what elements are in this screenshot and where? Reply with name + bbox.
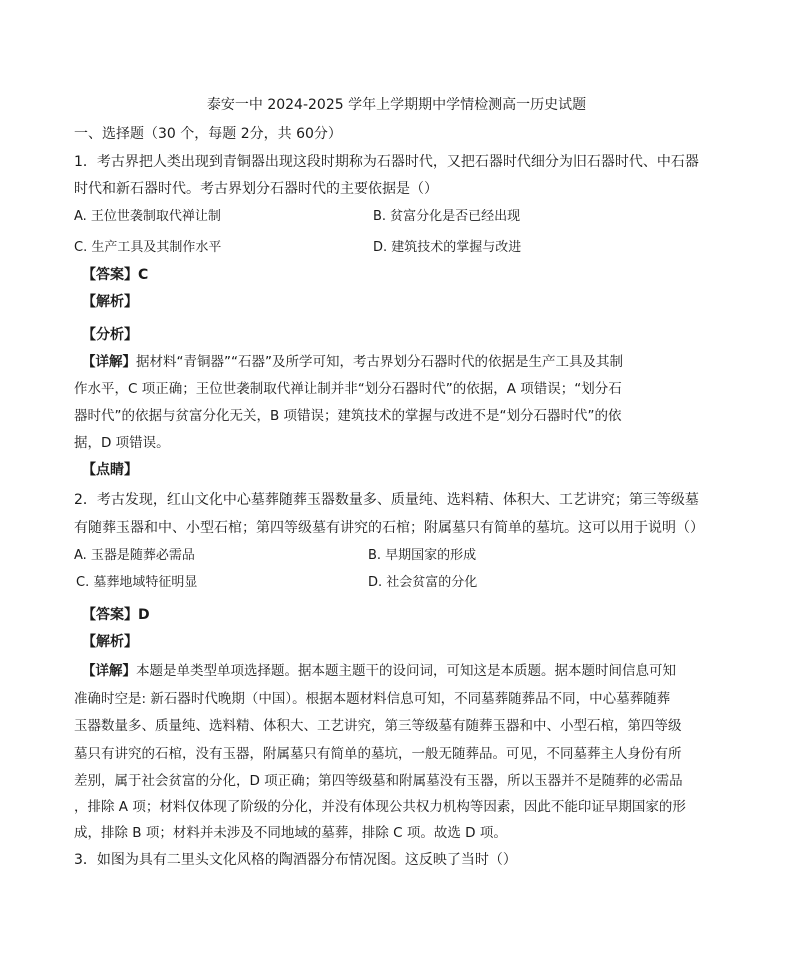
answer-tag: 【答案】 xyxy=(82,607,138,623)
q2-detail-line-5: 差别，属于社会贫富的分化，D 项正确；第四等级墓和附属墓没有玉器，所以玉器并不是随葬的必需品 xyxy=(74,773,683,789)
q1-stem-line-2: 时代和新石器时代。考古界划分石器时代的主要依据是（） xyxy=(74,181,438,197)
q2-jiexi-tag: 【解析】 xyxy=(82,634,138,650)
q3-stem: 3．如图为具有二里头文化风格的陶酒器分布情况图。这反映了当时（） xyxy=(74,852,517,868)
q1-answer-line xyxy=(82,265,148,285)
q1-detail-line-1 xyxy=(82,352,623,372)
xiangjie-tag: 【详解】 xyxy=(82,354,136,370)
q2-detail-line-3: 玉器数量多、质量纯、选料精、体积大、工艺讲究，第三等级墓有随葬玉器和中、小型石棺，第四等级 xyxy=(74,718,682,734)
q1-option-b: B. 贫富分化是否已经出现 xyxy=(373,209,521,224)
q1-option-a: A. 王位世袭制取代禅让制 xyxy=(74,209,221,224)
answer-value: C xyxy=(138,267,149,283)
q2-stem-line-1: 2．考古发现，红山文化中心墓葬随葬玉器数量多、质量纯、选料精、体积大、工艺讲究；第三等级墓 xyxy=(74,492,699,508)
q1-jiexi-tag: 【解析】 xyxy=(82,294,138,310)
q1-option-c: C. 生产工具及其制作水平 xyxy=(74,240,222,255)
q2-option-b: B. 早期国家的形成 xyxy=(368,548,477,563)
q2-detail-line-7: 成，排除 B 项；材料并未涉及不同地域的墓葬，排除 C 项。故选 D 项。 xyxy=(74,825,507,841)
q1-fenxi-tag: 【分析】 xyxy=(82,327,138,343)
answer-value: D xyxy=(138,607,150,623)
xiangjie-tag: 【详解】 xyxy=(82,663,136,679)
q2-detail-line-4: 墓只有讲究的石棺，没有玉器，附属墓只有简单的墓坑，一般无随葬品。可见，不同墓葬主人身份有所 xyxy=(74,746,682,762)
q2-option-a: A. 玉器是随葬必需品 xyxy=(74,548,195,563)
q2-stem-line-2: 有随葬玉器和中、小型石棺；第四等级墓有讲究的石棺；附属墓只有简单的墓坑。这可以用于说明（） xyxy=(74,520,704,536)
q2-detail-line-6: ，排除 A 项；材料仅体现了阶级的分化，并没有体现公共权力机构等因素，因此不能印证早期国家的形 xyxy=(74,799,686,815)
answer-tag: 【答案】 xyxy=(82,267,138,283)
q2-answer-line xyxy=(82,605,150,625)
detail-text: 本题是单类型单项选择题。据本题主题干的设问词，可知这是本质题。据本题时间信息可知 xyxy=(136,663,676,679)
q2-detail-line-1 xyxy=(82,661,676,681)
section-heading: 一、选择题（30 个，每题 2分，共 60分） xyxy=(74,126,342,142)
q1-detail-line-2: 作水平，C 项正确；王位世袭制取代禅让制并非“划分石器时代”的依据，A 项错误；“划分石 xyxy=(74,381,622,397)
q2-detail-line-2: 准确时空是: 新石器时代晚期（中国）。根据本题材料信息可知，不同墓葬随葬品不同，中心墓葬随葬 xyxy=(74,691,671,707)
q1-dianjing-tag: 【点睛】 xyxy=(82,462,138,478)
q1-detail-line-3: 器时代”的依据与贫富分化无关，B 项错误；建筑技术的掌握与改进不是“划分石器时代”的依 xyxy=(74,408,622,424)
q1-detail-line-4: 据，D 项错误。 xyxy=(74,435,170,451)
q2-option-c: C. 墓葬地域特征明显 xyxy=(76,575,198,590)
q1-stem-line-1: 1．考古界把人类出现到青铜器出现这段时期称为石器时代，又把石器时代细分为旧石器时代、中石器 xyxy=(74,154,699,170)
q2-option-d: D. 社会贫富的分化 xyxy=(368,575,478,590)
detail-text: 据材料“青铜器”“石器”及所学可知，考古界划分石器时代的依据是生产工具及其制 xyxy=(136,354,623,370)
page-title: 泰安一中 2024-2025 学年上学期期中学情检测高一历史试题 xyxy=(206,97,587,113)
q1-option-d: D. 建筑技术的掌握与改进 xyxy=(373,240,522,255)
